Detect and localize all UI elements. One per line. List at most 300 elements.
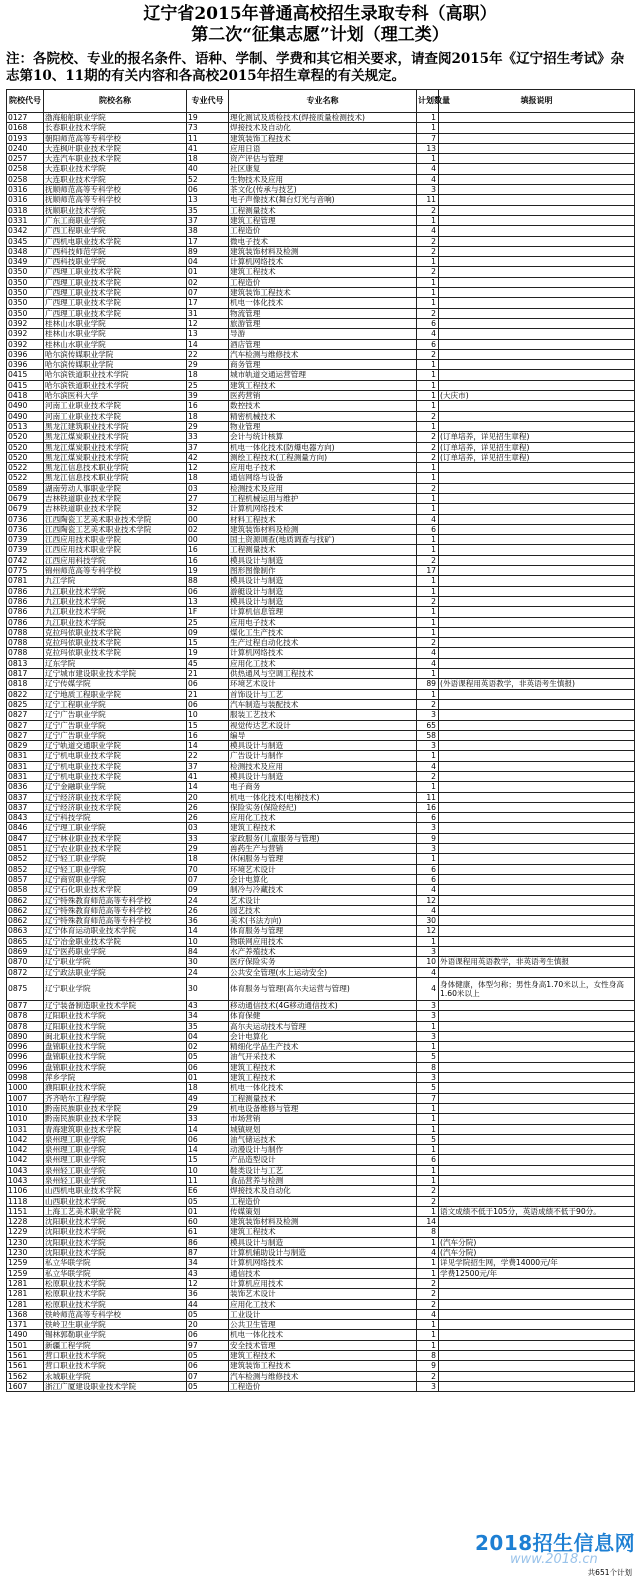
cell-school-name: 黑龙江煤炭职业技术学院: [44, 452, 187, 462]
cell-school-code: 0857: [7, 874, 44, 884]
cell-remarks: 详见学院招生网，学费14000元/年: [439, 1258, 635, 1268]
cell-school-name: 泉州轻工职业学院: [44, 1175, 187, 1185]
cell-school-code: 0851: [7, 844, 44, 854]
cell-remarks: [439, 1175, 635, 1185]
cell-major-name: 数控技术: [229, 401, 417, 411]
table-row: [7, 741, 635, 751]
plan-table: [6, 89, 635, 1392]
cell-major-code: 18: [187, 154, 229, 164]
cell-school-code: 0350: [7, 298, 44, 308]
cell-major-name: 计算机网络技术: [229, 504, 417, 514]
cell-school-name: 大连汽车职业技术学院: [44, 154, 187, 164]
cell-major-name: 城镇规划: [229, 1124, 417, 1134]
cell-plan-count: 2: [417, 1278, 439, 1288]
cell-plan-count: 1: [417, 277, 439, 287]
cell-major-code: 33: [187, 432, 229, 442]
cell-major-code: 09: [187, 885, 229, 895]
cell-school-code: 1562: [7, 1371, 44, 1381]
cell-school-code: 0996: [7, 1062, 44, 1072]
cell-school-code: 0825: [7, 699, 44, 709]
header-plan-count: 计划数量: [417, 90, 439, 113]
cell-school-code: 0193: [7, 133, 44, 143]
cell-school-code: 0350: [7, 277, 44, 287]
cell-school-code: 0349: [7, 257, 44, 267]
table-row: [7, 1021, 635, 1031]
cell-school-code: 0817: [7, 669, 44, 679]
cell-plan-count: 1: [417, 669, 439, 679]
cell-major-code: 86: [187, 1237, 229, 1247]
cell-major-code: 13: [187, 596, 229, 606]
table-row: [7, 627, 635, 637]
table-row: [7, 864, 635, 874]
cell-plan-count: 1: [417, 1145, 439, 1155]
cell-major-name: 建筑工程技术: [229, 267, 417, 277]
table-row: [7, 1268, 635, 1278]
cell-major-code: 87: [187, 1248, 229, 1258]
cell-major-name: 建筑装饰工程技术: [229, 133, 417, 143]
cell-plan-count: 2: [417, 452, 439, 462]
cell-remarks: [439, 113, 635, 123]
table-row: [7, 813, 635, 823]
cell-major-code: 19: [187, 566, 229, 576]
cell-school-name: 辽宁广告职业学院: [44, 730, 187, 740]
table-row: [7, 885, 635, 895]
cell-school-name: 辽宁机电职业技术学院: [44, 761, 187, 771]
page-title-line1: 辽宁省2015年普通高校招生录取专科（高职）: [143, 4, 497, 24]
cell-major-name: 生产过程自动化技术: [229, 638, 417, 648]
cell-major-name: 商务管理: [229, 360, 417, 370]
cell-plan-count: 4: [417, 514, 439, 524]
cell-remarks: [439, 658, 635, 668]
cell-major-name: 会计与统计核算: [229, 432, 417, 442]
cell-school-name: 江西陶瓷工艺美术职业技术学院: [44, 524, 187, 534]
cell-major-name: 微电子技术: [229, 236, 417, 246]
cell-school-code: 0786: [7, 617, 44, 627]
cell-remarks: [439, 339, 635, 349]
cell-major-name: 物流管理: [229, 308, 417, 318]
cell-remarks: [439, 524, 635, 534]
cell-school-name: 盘锦职业技术学院: [44, 1052, 187, 1062]
cell-remarks: [439, 164, 635, 174]
cell-plan-count: 1: [417, 360, 439, 370]
cell-remarks: [439, 308, 635, 318]
cell-school-name: 青海建筑职业技术学院: [44, 1124, 187, 1134]
table-row: [7, 1330, 635, 1340]
cell-school-code: 0257: [7, 154, 44, 164]
cell-major-name: 建筑装饰工程技术: [229, 288, 417, 298]
cell-school-name: 广东工商职业学院: [44, 215, 187, 225]
table-row: [7, 720, 635, 730]
table-row: [7, 576, 635, 586]
cell-major-code: 35: [187, 205, 229, 215]
cell-major-code: 01: [187, 1073, 229, 1083]
cell-major-code: 25: [187, 380, 229, 390]
cell-major-code: 05: [187, 1052, 229, 1062]
cell-major-code: 05: [187, 1309, 229, 1319]
cell-school-code: 0739: [7, 545, 44, 555]
cell-school-code: 0513: [7, 421, 44, 431]
cell-remarks: (大庆市): [439, 391, 635, 401]
cell-major-name: 服装工艺技术: [229, 710, 417, 720]
cell-school-code: 1010: [7, 1103, 44, 1113]
cell-major-code: 43: [187, 1000, 229, 1010]
cell-school-name: 新疆工程学院: [44, 1340, 187, 1350]
cell-school-code: 0520: [7, 432, 44, 442]
cell-remarks: [439, 792, 635, 802]
cell-remarks: [439, 504, 635, 514]
cell-major-name: 公共卫生管理: [229, 1320, 417, 1330]
cell-school-name: 九江职业技术学院: [44, 586, 187, 596]
cell-school-code: 0869: [7, 947, 44, 957]
cell-plan-count: 4: [417, 164, 439, 174]
cell-remarks: [439, 226, 635, 236]
cell-plan-count: 1: [417, 1165, 439, 1175]
cell-remarks: [439, 1371, 635, 1381]
cell-school-code: 0837: [7, 792, 44, 802]
cell-school-name: 辽宁工程职业学院: [44, 699, 187, 709]
cell-major-code: 12: [187, 463, 229, 473]
cell-school-name: 桂林山水职业学院: [44, 339, 187, 349]
cell-major-code: 02: [187, 277, 229, 287]
cell-remarks: (外语课程用英语教学，非英语考生慎报): [439, 679, 635, 689]
cell-major-code: 15: [187, 720, 229, 730]
cell-major-name: 建筑装饰材料及检测: [229, 1217, 417, 1227]
cell-remarks: [439, 380, 635, 390]
cell-major-name: 编导: [229, 730, 417, 740]
cell-major-name: 体育保健: [229, 1011, 417, 1021]
cell-remarks: [439, 1309, 635, 1319]
cell-remarks: [439, 514, 635, 524]
cell-school-name: 齐齐哈尔工程学院: [44, 1093, 187, 1103]
cell-major-code: 19: [187, 648, 229, 658]
cell-plan-count: 1: [417, 380, 439, 390]
cell-plan-count: 1: [417, 1103, 439, 1113]
cell-remarks: [439, 926, 635, 936]
cell-plan-count: 10: [417, 957, 439, 967]
cell-plan-count: 8: [417, 1062, 439, 1072]
cell-school-name: 广西理工职业技术学院: [44, 308, 187, 318]
cell-plan-count: 1: [417, 215, 439, 225]
cell-plan-count: 1: [417, 782, 439, 792]
cell-plan-count: 6: [417, 318, 439, 328]
cell-school-code: 0418: [7, 391, 44, 401]
cell-major-code: 17: [187, 236, 229, 246]
cell-major-code: 26: [187, 802, 229, 812]
cell-school-code: 0827: [7, 720, 44, 730]
cell-school-code: 0415: [7, 370, 44, 380]
table-row: [7, 1217, 635, 1227]
cell-remarks: (订单培养，详见招生章程): [439, 442, 635, 452]
cell-school-name: 辽宁农业职业技术学院: [44, 844, 187, 854]
cell-major-code: 04: [187, 257, 229, 267]
table-row: [7, 185, 635, 195]
cell-plan-count: 4: [417, 1309, 439, 1319]
cell-school-code: 0318: [7, 205, 44, 215]
table-row: [7, 854, 635, 864]
cell-plan-count: 1: [417, 1340, 439, 1350]
cell-school-code: 0490: [7, 401, 44, 411]
cell-school-code: 0831: [7, 751, 44, 761]
cell-plan-count: 30: [417, 916, 439, 926]
cell-school-code: 0396: [7, 349, 44, 359]
table-row: [7, 967, 635, 977]
cell-school-name: 盘锦职业技术学院: [44, 1062, 187, 1072]
cell-major-name: 应用化工技术: [229, 1299, 417, 1309]
cell-school-code: 1281: [7, 1278, 44, 1288]
cell-school-code: 0858: [7, 885, 44, 895]
cell-major-name: 建筑装饰材料及检测: [229, 246, 417, 256]
cell-school-code: 0392: [7, 329, 44, 339]
cell-remarks: [439, 596, 635, 606]
cell-major-code: 18: [187, 370, 229, 380]
cell-major-name: 建筑装饰工程技术: [229, 1361, 417, 1371]
cell-school-code: 0877: [7, 1000, 44, 1010]
table-row: [7, 1052, 635, 1062]
cell-school-name: 黑龙江煤炭职业技术学院: [44, 432, 187, 442]
cell-remarks: [439, 195, 635, 205]
table-row: [7, 339, 635, 349]
cell-school-code: 0350: [7, 267, 44, 277]
table-row: [7, 360, 635, 370]
cell-school-name: 黔南民族职业技术学院: [44, 1114, 187, 1124]
table-row: [7, 535, 635, 545]
cell-remarks: [439, 154, 635, 164]
table-row: [7, 514, 635, 524]
cell-school-code: 0847: [7, 833, 44, 843]
cell-school-name: 辽宁城市建设职业技术学院: [44, 669, 187, 679]
watermark-logo: 2018招生信息网: [475, 1531, 636, 1555]
cell-plan-count: 1: [417, 1042, 439, 1052]
cell-major-name: 模具设计与制造: [229, 555, 417, 565]
cell-major-code: 42: [187, 452, 229, 462]
cell-major-name: 机电一体化技术(电梯技术): [229, 792, 417, 802]
cell-remarks: [439, 1340, 635, 1350]
table-row: [7, 411, 635, 421]
cell-plan-count: 5: [417, 1052, 439, 1062]
cell-school-name: 哈尔滨传媒职业学院: [44, 360, 187, 370]
cell-major-name: 装饰艺术设计: [229, 1289, 417, 1299]
cell-school-name: 黑龙江建筑职业技术学院: [44, 421, 187, 431]
table-row: [7, 895, 635, 905]
cell-plan-count: 1: [417, 298, 439, 308]
table-row: [7, 926, 635, 936]
cell-major-code: 16: [187, 730, 229, 740]
cell-remarks: [439, 277, 635, 287]
cell-remarks: [439, 699, 635, 709]
cell-major-name: 美术(书法方向): [229, 916, 417, 926]
cell-plan-count: 2: [417, 772, 439, 782]
cell-remarks: [439, 617, 635, 627]
cell-major-code: 39: [187, 391, 229, 401]
cell-remarks: [439, 318, 635, 328]
cell-remarks: [439, 967, 635, 977]
table-row: [7, 298, 635, 308]
cell-school-name: 辽宁政法职业学院: [44, 967, 187, 977]
cell-school-code: 0392: [7, 318, 44, 328]
cell-school-name: 广西科技职业学院: [44, 257, 187, 267]
cell-plan-count: 1: [417, 421, 439, 431]
cell-remarks: [439, 1320, 635, 1330]
cell-school-name: 广西理工职业技术学院: [44, 277, 187, 287]
cell-plan-count: 2: [417, 638, 439, 648]
cell-plan-count: 14: [417, 1217, 439, 1227]
table-row: [7, 473, 635, 483]
cell-major-code: 01: [187, 267, 229, 277]
cell-remarks: [439, 1052, 635, 1062]
cell-plan-count: 1: [417, 576, 439, 586]
cell-plan-count: 6: [417, 813, 439, 823]
table-row: [7, 329, 635, 339]
header-school-code: 院校代号: [7, 90, 44, 113]
cell-school-name: 桂林山水职业学院: [44, 329, 187, 339]
cell-school-name: 克拉玛依职业技术学院: [44, 638, 187, 648]
cell-major-name: 测绘工程技术(工程测量方向): [229, 452, 417, 462]
cell-remarks: [439, 885, 635, 895]
cell-school-name: 辽宁体育运动职业技术学院: [44, 926, 187, 936]
cell-plan-count: 5: [417, 1134, 439, 1144]
cell-remarks: 学费12500元/年: [439, 1268, 635, 1278]
cell-major-name: 建筑工程技术: [229, 380, 417, 390]
table-row: [7, 432, 635, 442]
cell-school-name: 辽宁石化职业技术学院: [44, 885, 187, 895]
cell-remarks: [439, 1134, 635, 1144]
cell-plan-count: 2: [417, 267, 439, 277]
cell-plan-count: 16: [417, 802, 439, 812]
cell-major-name: 机电一体化技术: [229, 1330, 417, 1340]
cell-major-name: 移动通信技术(4G移动通信技术): [229, 1000, 417, 1010]
cell-major-name: 汽车检测与维修技术: [229, 1371, 417, 1381]
table-row: [7, 710, 635, 720]
cell-major-name: 工程造价: [229, 1196, 417, 1206]
cell-remarks: (订单培养，详见招生章程): [439, 432, 635, 442]
table-row: [7, 1196, 635, 1206]
cell-school-name: 私立华联学院: [44, 1258, 187, 1268]
cell-school-name: 闽北职业技术学院: [44, 1031, 187, 1041]
cell-school-name: 九江职业技术学院: [44, 596, 187, 606]
cell-remarks: [439, 566, 635, 576]
cell-school-code: 0316: [7, 185, 44, 195]
cell-school-code: 0878: [7, 1011, 44, 1021]
cell-plan-count: 1: [417, 1268, 439, 1278]
cell-school-name: 辽宁理工职业学院: [44, 823, 187, 833]
cell-remarks: [439, 648, 635, 658]
cell-remarks: [439, 813, 635, 823]
cell-major-name: 会计电算化: [229, 874, 417, 884]
cell-school-code: 0331: [7, 215, 44, 225]
cell-major-name: 建筑装饰材料及检测: [229, 524, 417, 534]
cell-remarks: [439, 370, 635, 380]
cell-plan-count: 7: [417, 133, 439, 143]
cell-major-code: 29: [187, 421, 229, 431]
table-row: [7, 246, 635, 256]
table-row: [7, 1289, 635, 1299]
cell-school-name: 铁岭卫生职业学院: [44, 1320, 187, 1330]
cell-major-name: 模具设计与制造: [229, 1237, 417, 1247]
cell-school-code: 1561: [7, 1351, 44, 1361]
cell-school-code: 1042: [7, 1134, 44, 1144]
cell-plan-count: 58: [417, 730, 439, 740]
cell-school-name: 辽宁林业职业技术学院: [44, 833, 187, 843]
cell-remarks: [439, 1062, 635, 1072]
cell-remarks: [439, 1155, 635, 1165]
cell-school-name: 辽阳职业技术学院: [44, 1011, 187, 1021]
table-row: [7, 267, 635, 277]
cell-major-name: 图形图像制作: [229, 566, 417, 576]
cell-major-code: 41: [187, 143, 229, 153]
cell-school-name: 渤海船舶职业学院: [44, 113, 187, 123]
cell-major-code: 06: [187, 679, 229, 689]
table-row: [7, 308, 635, 318]
cell-major-code: 26: [187, 813, 229, 823]
cell-remarks: [439, 1145, 635, 1155]
table-row: [7, 916, 635, 926]
cell-major-code: 37: [187, 761, 229, 771]
cell-school-code: 0890: [7, 1031, 44, 1041]
cell-school-name: 辽宁特殊教育师范高等专科学校: [44, 895, 187, 905]
cell-major-name: 计算机辅助设计与制造: [229, 1248, 417, 1258]
table-row: [7, 164, 635, 174]
cell-plan-count: 3: [417, 1011, 439, 1021]
cell-plan-count: 2: [417, 349, 439, 359]
cell-major-name: 通信技术: [229, 1268, 417, 1278]
cell-major-code: 88: [187, 576, 229, 586]
cell-remarks: [439, 730, 635, 740]
table-row: [7, 1134, 635, 1144]
cell-plan-count: 1: [417, 689, 439, 699]
cell-remarks: [439, 895, 635, 905]
cell-school-code: 1281: [7, 1289, 44, 1299]
cell-school-code: 0345: [7, 236, 44, 246]
cell-school-name: 濮阳职业技术学院: [44, 1083, 187, 1093]
cell-major-code: 12: [187, 1278, 229, 1288]
cell-major-name: 计算机应用技术: [229, 1278, 417, 1288]
cell-school-name: 九江学院: [44, 576, 187, 586]
cell-school-name: 营口职业技术学院: [44, 1351, 187, 1361]
cell-plan-count: 11: [417, 195, 439, 205]
cell-school-name: 私立华联学院: [44, 1268, 187, 1278]
table-row: [7, 195, 635, 205]
cell-remarks: [439, 123, 635, 133]
cell-school-code: 0786: [7, 607, 44, 617]
cell-major-name: 工程测量技术: [229, 205, 417, 215]
cell-plan-count: 2: [417, 1186, 439, 1196]
cell-school-name: 营口职业技术学院: [44, 1361, 187, 1371]
cell-plan-count: 4: [417, 977, 439, 1000]
cell-major-name: 机电一体化技术(防爆电器方向): [229, 442, 417, 452]
table-row: [7, 1371, 635, 1381]
cell-school-code: 0240: [7, 143, 44, 153]
cell-plan-count: 2: [417, 411, 439, 421]
cell-major-name: 机电一体化技术: [229, 1083, 417, 1093]
table-row: [7, 669, 635, 679]
cell-plan-count: 6: [417, 1155, 439, 1165]
cell-plan-count: 9: [417, 1361, 439, 1371]
cell-major-code: 15: [187, 1155, 229, 1165]
table-row: [7, 1351, 635, 1361]
table-row: [7, 442, 635, 452]
cell-school-name: 沈阳职业技术学院: [44, 1227, 187, 1237]
cell-school-name: 辽宁经济职业技术学院: [44, 792, 187, 802]
cell-remarks: [439, 483, 635, 493]
cell-major-name: 应用电子技术: [229, 463, 417, 473]
table-row: [7, 174, 635, 184]
cell-plan-count: 1: [417, 535, 439, 545]
cell-major-name: 鞋类设计与工艺: [229, 1165, 417, 1175]
table-row: [7, 638, 635, 648]
cell-school-code: 0788: [7, 648, 44, 658]
cell-major-code: 34: [187, 1258, 229, 1268]
cell-major-code: 16: [187, 401, 229, 411]
